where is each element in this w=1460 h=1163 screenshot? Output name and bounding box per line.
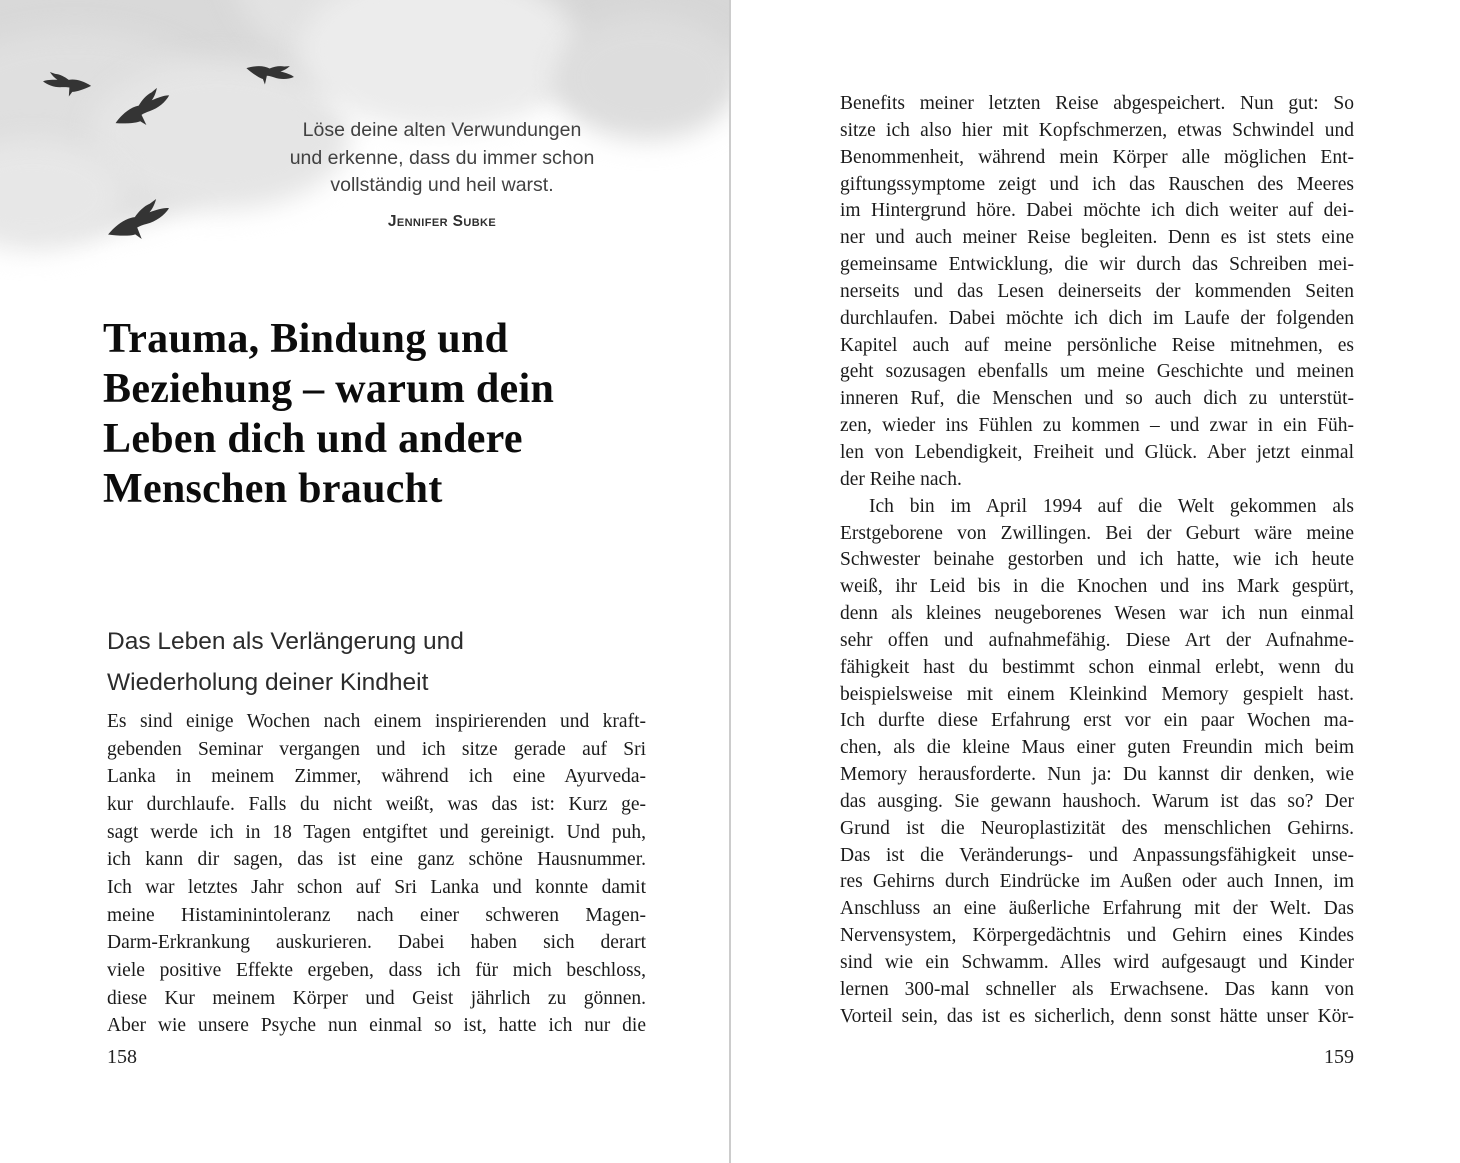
text-line: der Reihe nach. bbox=[840, 468, 962, 490]
text-line: inneren Ruf, die Menschen und so auch dich zu unterstüt- bbox=[840, 388, 1354, 410]
left-page-number: 158 bbox=[107, 1046, 137, 1068]
text-line: Kapitel auch auf meine persönliche Reise mitnehmen, es bbox=[840, 334, 1354, 356]
text-line: gebenden Seminar vergangen und ich sitze gerade auf Sri bbox=[107, 738, 646, 760]
text-line: sind wie ein Schwamm. Alles wird aufgesaugt und Kinder bbox=[840, 952, 1354, 973]
text-line: Beziehung – warum dein bbox=[103, 366, 555, 412]
text-line: chen, als die kleine Maus einer guten Freundin mich beim bbox=[840, 737, 1354, 759]
text-line: gemeinsame Entwicklung, die wir durch das Schreiben mei- bbox=[840, 254, 1354, 276]
text-line: Ich bin im April 1994 auf die Welt gekommen als bbox=[869, 495, 1354, 517]
text-line: weiß, ihr Leid bis in die Knochen und ins Mark gespürt, bbox=[840, 576, 1354, 598]
text-line: Leben dich und andere bbox=[103, 416, 523, 462]
section-heading bbox=[107, 621, 587, 703]
text-line: zen, wieder ins Fühlen zu kommen – und zwar in ein Füh- bbox=[840, 415, 1354, 437]
text-line: diese Kur meinem Körper und Geist jährlich zu gönnen. bbox=[107, 987, 646, 1009]
text-line: meine Histaminintoleranz nach einer schweren Magen- bbox=[107, 904, 646, 926]
paragraph bbox=[840, 494, 1354, 1031]
text-line: geht sozusagen ebenfalls um meine Geschichte und meinen bbox=[840, 361, 1354, 383]
text-line: Benommenheit, während mein Körper alle möglichen Ent- bbox=[840, 146, 1354, 168]
text-line: fähigkeit hast du bestimmt schon einmal erlebt, wenn du bbox=[840, 656, 1354, 678]
text-line: kur durchlaufe. Falls du nicht weißt, was das ist: Kurz ge- bbox=[107, 793, 646, 815]
bird-icon bbox=[111, 86, 174, 130]
text-line: Aber wie unsere Psyche nun einmal so ist, hatte ich nur die bbox=[107, 1015, 646, 1037]
epigraph bbox=[287, 117, 597, 235]
text-line: nerseits und das Lesen deinerseits der kommenden Seiten bbox=[840, 280, 1354, 302]
text-line: Lanka in meinem Zimmer, während ich eine Ayurveda- bbox=[107, 766, 646, 788]
text-line: vollständig und heil warst. bbox=[330, 174, 554, 196]
bird-icon bbox=[244, 49, 298, 95]
text-line: durchlaufen. Dabei möchte ich dich im Laufe der folgenden bbox=[840, 307, 1354, 329]
text-line: Grund ist die Neuroplastizität des menschlichen Gehirns. bbox=[840, 817, 1354, 839]
chapter-title bbox=[103, 314, 663, 514]
text-line: Erstgeborene von Zwillingen. Bei der Geburt wäre meine bbox=[840, 522, 1354, 544]
text-line: Ich war letztes Jahr schon auf Sri Lanka und konnte damit bbox=[107, 876, 646, 898]
text-line: Ich durfte diese Erfahrung erst vor ein paar Wochen ma- bbox=[840, 710, 1354, 732]
text-line: ich kann dir sagen, das ist eine ganz schöne Hausnummer. bbox=[107, 849, 646, 871]
text-line: res Gehirns durch Eindrücke im Außen oder auch Innen, im bbox=[840, 871, 1354, 893]
text-line: denn als kleines neugeborenes Wesen war ich nun einmal bbox=[840, 603, 1354, 625]
epigraph-attribution: Jennifer Subke bbox=[387, 212, 497, 230]
text-line: Nervensystem, Körpergedächtnis und Gehirn eines Kindes bbox=[840, 925, 1354, 947]
text-line: Darm-Erkrankung auskurieren. Dabei haben sich derart bbox=[107, 932, 646, 954]
right-page-body-text bbox=[840, 91, 1354, 1031]
text-line: Das Leben als Verlängerung und bbox=[107, 628, 464, 655]
bird-icon bbox=[41, 64, 92, 101]
text-line: Löse deine alten Verwundungen bbox=[302, 119, 582, 141]
text-line: ner und auch meiner Reise begleiten. Denn es ist stets eine bbox=[840, 227, 1354, 249]
text-line: Vorteil sein, das ist es sicherlich, denn sonst hätte unser Kör- bbox=[840, 1005, 1354, 1027]
text-line: sitze ich also hier mit Kopfschmerzen, etwas Schwindel und bbox=[840, 119, 1354, 141]
bird-icon bbox=[105, 198, 172, 243]
text-line: Menschen braucht bbox=[103, 466, 443, 512]
text-line: lernen 300-mal schneller als Erwachsene. Das kann von bbox=[840, 978, 1354, 1000]
text-line: Trauma, Bindung und bbox=[103, 316, 509, 362]
text-line: viele positive Effekte ergeben, dass ich für mich beschloss, bbox=[107, 959, 646, 981]
text-line: giftungssymptome zeigt und ich das Rauschen des Meeres bbox=[840, 173, 1354, 195]
text-line: Es sind einige Wochen nach einem inspirierenden und kraft- bbox=[107, 711, 646, 732]
text-line: Memory herausforderte. Nun ja: Du kannst dir denken, wie bbox=[840, 764, 1354, 786]
text-line: Schwester beinahe gestorben und ich hatte, wie ich heute bbox=[840, 549, 1354, 571]
text-line: Benefits meiner letzten Reise abgespeichert. Nun gut: So bbox=[840, 93, 1354, 114]
epigraph-text bbox=[287, 117, 597, 200]
text-line: beispielsweise mit einem Kleinkind Memory gespielt hast. bbox=[840, 683, 1354, 705]
paragraph bbox=[840, 91, 1354, 494]
text-line: das ausging. Sie gewann haushoch. Warum ist das so? Der bbox=[840, 790, 1354, 812]
page-gutter-divider bbox=[729, 0, 731, 1163]
right-page-number: 159 bbox=[1324, 1046, 1354, 1068]
text-line: Wiederholung deiner Kindheit bbox=[107, 669, 429, 696]
text-line: len von Lebendigkeit, Freiheit und Glück. Aber jetzt einmal bbox=[840, 441, 1354, 463]
text-line: Anschluss an eine äußerliche Erfahrung mit der Welt. Das bbox=[840, 898, 1354, 920]
text-line: sagt werde ich in 18 Tagen entgiftet und gereinigt. Und puh, bbox=[107, 821, 646, 843]
text-line: sehr offen und aufnahmefähig. Diese Art der Aufnahme- bbox=[840, 629, 1354, 651]
text-line: im Hintergrund höre. Dabei möchte ich dich weiter auf dei- bbox=[840, 200, 1354, 222]
left-page-body-text bbox=[107, 708, 646, 1040]
text-line: und erkenne, dass du immer schon bbox=[289, 146, 595, 169]
text-line: Das ist die Veränderungs- und Anpassungsfähigkeit unse- bbox=[840, 844, 1354, 866]
